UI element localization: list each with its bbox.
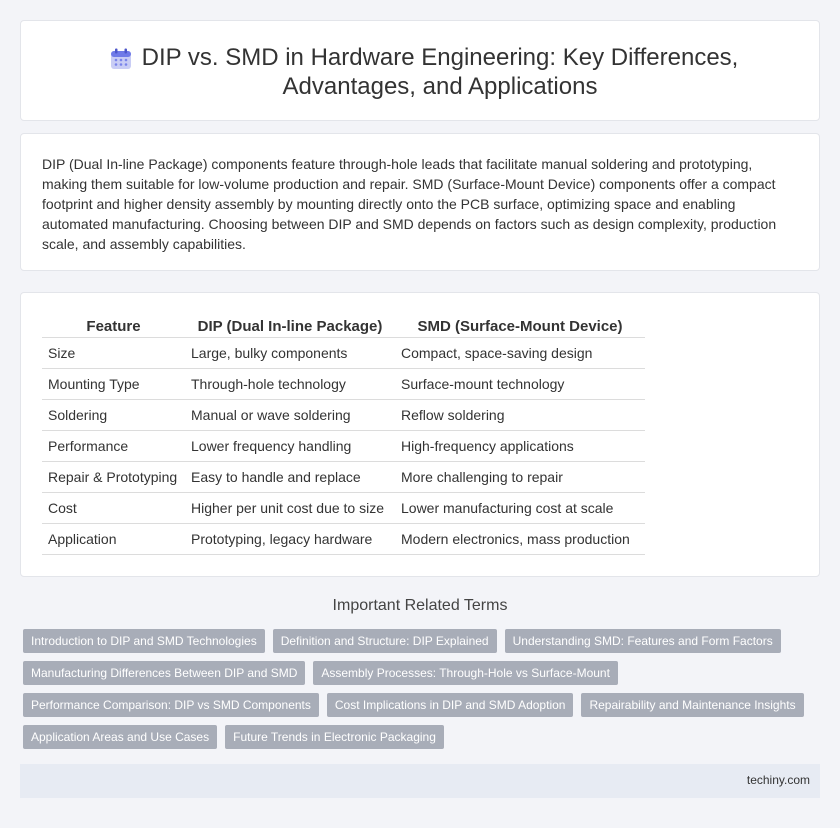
title-card <box>20 20 820 121</box>
cell-feature: Mounting Type <box>42 368 185 399</box>
tag-row <box>23 693 813 717</box>
cell-dip: Higher per unit cost due to size <box>185 492 395 523</box>
tag-row <box>23 661 813 685</box>
cell-dip: Prototyping, legacy hardware <box>185 523 395 554</box>
cell-dip: Easy to handle and replace <box>185 461 395 492</box>
cell-smd: Surface-mount technology <box>395 368 645 399</box>
header-dip: DIP (Dual In-line Package) <box>185 316 395 337</box>
related-term-link[interactable]: Assembly Processes: Through-Hole vs Surface-Mount <box>313 661 618 685</box>
table-header-row <box>42 316 645 337</box>
table-row <box>42 523 645 554</box>
intro-card <box>20 133 820 271</box>
cell-smd: More challenging to repair <box>395 461 645 492</box>
cell-dip: Lower frequency handling <box>185 430 395 461</box>
comparison-table <box>42 316 645 555</box>
related-term-link[interactable]: Future Trends in Electronic Packaging <box>225 725 444 749</box>
related-term-link[interactable]: Performance Comparison: DIP vs SMD Components <box>23 693 319 717</box>
cell-feature: Soldering <box>42 399 185 430</box>
cell-feature: Cost <box>42 492 185 523</box>
cell-smd: Modern electronics, mass production <box>395 523 645 554</box>
tag-row <box>23 629 813 653</box>
related-term-link[interactable]: Understanding SMD: Features and Form Factors <box>505 629 781 653</box>
comparison-card <box>20 292 820 577</box>
cell-smd: Compact, space-saving design <box>395 337 645 368</box>
tag-row <box>23 725 813 749</box>
table-row <box>42 461 645 492</box>
related-term-link[interactable]: Manufacturing Differences Between DIP and SMD <box>23 661 305 685</box>
related-terms-title: Important Related Terms <box>332 597 508 614</box>
header-smd: SMD (Surface-Mount Device) <box>395 316 645 337</box>
footer-site-link[interactable]: techiny.com <box>746 773 810 787</box>
cell-smd: High-frequency applications <box>395 430 645 461</box>
table-row <box>42 492 645 523</box>
cell-dip: Large, bulky components <box>185 337 395 368</box>
table-row <box>42 430 645 461</box>
table-row <box>42 399 645 430</box>
cell-smd: Lower manufacturing cost at scale <box>395 492 645 523</box>
intro-paragraph: DIP (Dual In-line Package) components feature through-hole leads that facilitate manual soldering and prototyping, making them suitable for low-volume production and repair. SMD (Surface-Mount Device) components offer a compact footprint and higher density assembly by mounting directly onto the PCB surface, optimizing space and enabling automated manufacturing. Choosing between DIP and SMD depends on factors such as design complexity, production scale, and assembly capabilities. <box>42 156 777 252</box>
related-term-link[interactable]: Cost Implications in DIP and SMD Adoption <box>327 693 574 717</box>
header-feature: Feature <box>42 316 185 337</box>
table-row <box>42 368 645 399</box>
related-term-link[interactable]: Repairability and Maintenance Insights <box>581 693 803 717</box>
related-term-link[interactable]: Introduction to DIP and SMD Technologies <box>23 629 265 653</box>
cell-dip: Manual or wave soldering <box>185 399 395 430</box>
cell-feature: Application <box>42 523 185 554</box>
table-row <box>42 337 645 368</box>
related-term-link[interactable]: Application Areas and Use Cases <box>23 725 217 749</box>
cell-dip: Through-hole technology <box>185 368 395 399</box>
related-term-link[interactable]: Definition and Structure: DIP Explained <box>273 629 497 653</box>
related-terms-list <box>23 629 813 757</box>
cell-feature: Repair & Prototyping <box>42 461 185 492</box>
footer <box>20 764 820 798</box>
cell-feature: Size <box>42 337 185 368</box>
cell-smd: Reflow soldering <box>395 399 645 430</box>
page-title: DIP vs. SMD in Hardware Engineering: Key Differences, Advantages, and Applications <box>141 44 739 100</box>
cell-feature: Performance <box>42 430 185 461</box>
